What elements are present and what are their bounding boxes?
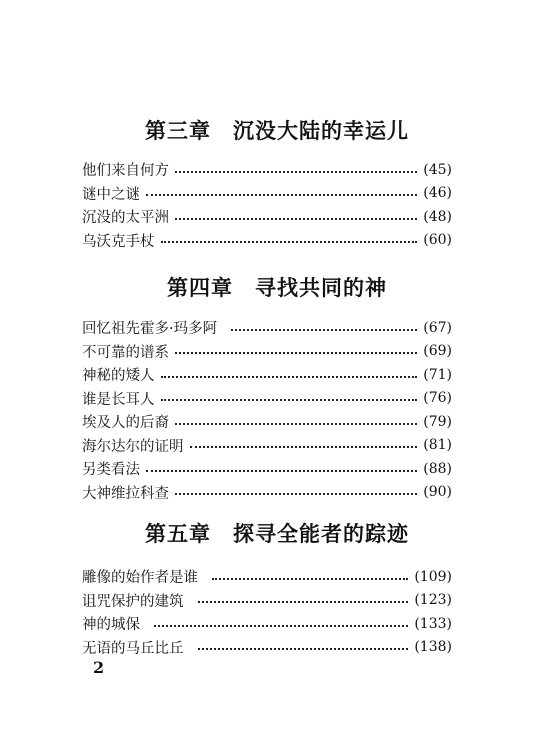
page-number: 2 xyxy=(93,658,105,677)
dot-leader xyxy=(161,399,418,401)
entry-title: 海尔达尔的证明 xyxy=(82,438,184,455)
entry-title: 诅咒保护的建筑 xyxy=(82,593,184,610)
toc-entry[interactable] xyxy=(82,340,452,364)
entry-page-number: (71) xyxy=(423,366,452,383)
entry-page-number: (79) xyxy=(423,413,452,430)
entry-title: 沉没的太平洲 xyxy=(82,210,169,227)
dot-leader xyxy=(175,218,417,220)
toc-entry[interactable] xyxy=(82,589,452,613)
toc-entry[interactable] xyxy=(82,229,452,253)
dot-leader xyxy=(175,171,417,173)
entry-page-number: (67) xyxy=(423,319,452,336)
entry-title: 谁是长耳人 xyxy=(82,391,155,408)
dot-leader xyxy=(175,352,417,354)
entry-title: 回忆祖先霍多·玛多阿 xyxy=(82,321,218,338)
entry-page-number: (48) xyxy=(423,208,452,225)
entry-title: 无语的马丘比丘 xyxy=(82,640,184,657)
chapter-heading: 第三章 沉没大陆的幸运儿 xyxy=(145,118,409,143)
toc-entry[interactable] xyxy=(82,565,452,589)
toc-list xyxy=(82,565,452,659)
entry-page-number: (88) xyxy=(423,460,452,477)
dot-leader xyxy=(175,493,417,495)
entry-page-number: (123) xyxy=(414,592,452,609)
entry-page-number: (109) xyxy=(414,568,452,585)
chapter-heading: 第五章 探寻全能者的踪迹 xyxy=(145,521,409,546)
dot-leader xyxy=(175,423,417,425)
dot-leader xyxy=(154,625,408,627)
entry-title: 他们来自何方 xyxy=(82,163,169,180)
toc-list xyxy=(82,316,452,504)
entry-title: 不可靠的谱系 xyxy=(82,344,169,361)
toc-entry[interactable] xyxy=(82,316,452,340)
dot-leader xyxy=(190,446,418,448)
entry-page-number: (60) xyxy=(423,232,452,249)
toc-entry[interactable] xyxy=(82,182,452,206)
entry-title: 埃及人的后裔 xyxy=(82,415,169,432)
dot-leader xyxy=(212,578,408,580)
dot-leader xyxy=(231,329,417,331)
entry-page-number: (81) xyxy=(423,437,452,454)
toc-entry[interactable] xyxy=(82,205,452,229)
entry-title: 另类看法 xyxy=(82,462,140,479)
entry-title: 乌沃克手杖 xyxy=(82,233,155,250)
dot-leader xyxy=(146,194,417,196)
entry-page-number: (133) xyxy=(414,615,452,632)
entry-page-number: (45) xyxy=(423,161,452,178)
toc-entry[interactable] xyxy=(82,410,452,434)
entry-page-number: (90) xyxy=(423,484,452,501)
entry-title: 雕像的始作者是谁 xyxy=(82,570,198,587)
toc-list xyxy=(82,158,452,252)
toc-entry[interactable] xyxy=(82,457,452,481)
toc-entry[interactable] xyxy=(82,434,452,458)
entry-title: 神的城保 xyxy=(82,617,140,634)
dot-leader xyxy=(161,376,418,378)
entry-title: 神秘的矮人 xyxy=(82,368,155,385)
entry-page-number: (46) xyxy=(423,185,452,202)
entry-title: 大神维拉科查 xyxy=(82,485,169,502)
toc-entry[interactable] xyxy=(82,387,452,411)
dot-leader xyxy=(146,470,417,472)
entry-page-number: (76) xyxy=(423,390,452,407)
entry-title: 谜中之谜 xyxy=(82,186,140,203)
toc-entry[interactable] xyxy=(82,481,452,505)
chapter-heading: 第四章 寻找共同的神 xyxy=(167,275,387,300)
toc-entry[interactable] xyxy=(82,612,452,636)
toc-entry[interactable] xyxy=(82,158,452,182)
toc-entry[interactable] xyxy=(82,636,452,660)
dot-leader xyxy=(198,601,409,603)
dot-leader xyxy=(198,648,409,650)
dot-leader xyxy=(161,241,418,243)
entry-page-number: (69) xyxy=(423,343,452,360)
entry-page-number: (138) xyxy=(414,639,452,656)
toc-entry[interactable] xyxy=(82,363,452,387)
